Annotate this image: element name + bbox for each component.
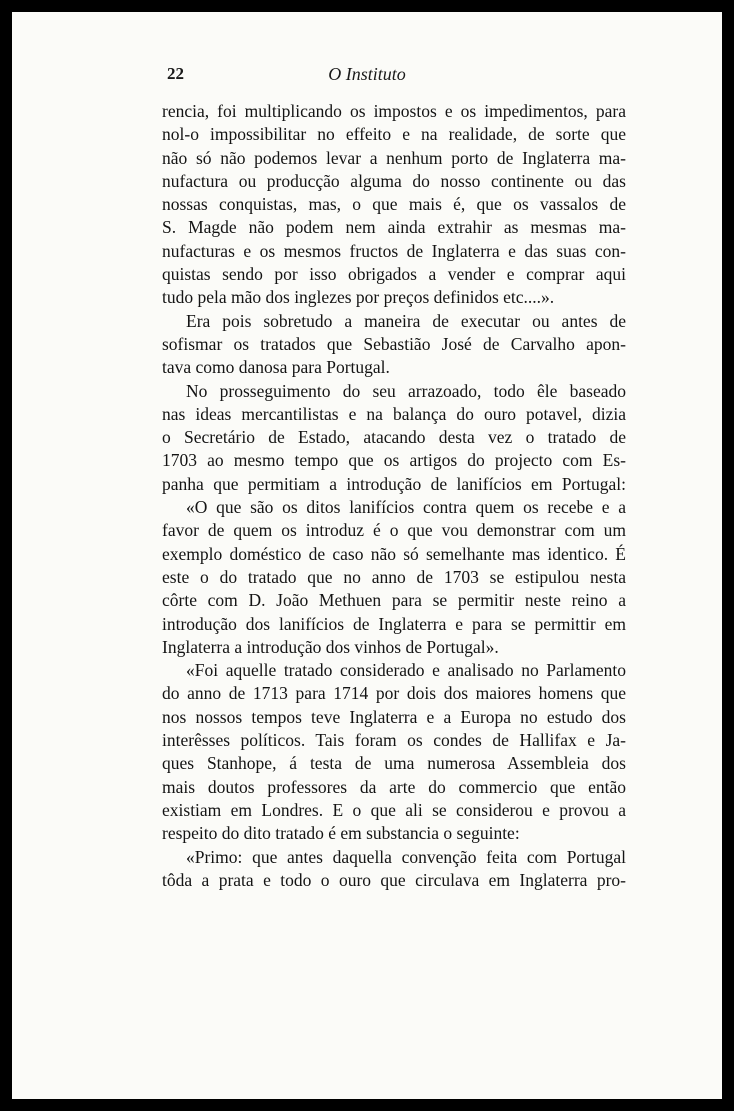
text-line: nufactura ou producção alguma do nosso continente ou das	[162, 170, 626, 191]
book-page	[12, 12, 722, 1099]
text-line: nossas conquistas, mas, o que mais é, que os vassalos de	[162, 194, 626, 215]
text-line: côrte com D. João Methuen para se permitir neste reino a	[162, 590, 626, 611]
running-title: O Instituto	[328, 64, 406, 84]
text-line: existiam em Londres. E o que ali se considerou e provou a	[162, 799, 626, 820]
text-line: tava como danosa para Portugal.	[162, 357, 390, 378]
text-line: «O que são os ditos lanifícios contra quem os recebe e a	[186, 497, 626, 518]
text-line: este o do tratado que no anno de 1703 se estipulou nesta	[162, 566, 626, 587]
text-line: tôda a prata e todo o ouro que circulava em Inglaterra pro-	[162, 869, 626, 890]
text-line: favor de quem os introduz é o que vou demonstrar com um	[162, 520, 626, 541]
text-line: No prosseguimento do seu arrazoado, todo êle baseado	[186, 380, 626, 401]
text-line: Inglaterra a introdução dos vinhos de Portugal».	[162, 636, 499, 657]
text-line: exemplo doméstico de caso não só semelhante mas identico. É	[162, 543, 626, 564]
text-line: nas ideas mercantilistas e na balança do ouro potavel, dizia	[162, 403, 626, 424]
text-line: interêsses políticos. Tais foram os condes de Hallifax e Ja-	[162, 730, 626, 751]
text-line: do anno de 1713 para 1714 por dois dos maiores homens que	[162, 683, 626, 704]
text-line: tudo pela mão dos inglezes por preços definidos etc....».	[162, 287, 555, 308]
text-line: mais doutos professores da arte do commercio que então	[162, 776, 626, 797]
page-header	[12, 64, 722, 88]
text-line: Era pois sobretudo a maneira de executar ou antes de	[186, 310, 626, 331]
text-line: introdução dos lanifícios de Inglaterra e para se permittir em	[162, 613, 626, 634]
text-line: S. Magde não podem nem ainda extrahir as mesmas ma-	[162, 217, 626, 238]
text-line: não só não podemos levar a nenhum porto de Inglaterra ma-	[162, 147, 626, 168]
body-text	[162, 100, 626, 892]
text-line: nufacturas e os mesmos fructos de Inglaterra e das suas con-	[162, 240, 626, 261]
text-line: «Foi aquelle tratado considerado e analisado no Parlamento	[186, 660, 626, 681]
text-line: nol-o impossibilitar no effeito e na realidade, de sorte que	[162, 124, 626, 145]
text-line: «Primo: que antes daquella convenção feita com Portugal	[186, 846, 626, 867]
text-line: ques Stanhope, á testa de uma numerosa Assembleia dos	[162, 753, 626, 774]
text-line: quistas sendo por isso obrigados a vender e comprar aqui	[162, 264, 626, 285]
text-line: nos nossos tempos teve Inglaterra e a Europa no estudo dos	[162, 706, 626, 727]
text-line: sofismar os tratados que Sebastião José de Carvalho apon-	[162, 333, 626, 354]
page-number: 22	[167, 64, 184, 83]
text-line: rencia, foi multiplicando os impostos e os impedimentos, para	[162, 101, 626, 121]
text-line: panha que permitiam a introdução de lanifícios em Portugal:	[162, 473, 626, 494]
text-line: respeito do dito tratado é em substancia o seguinte:	[162, 823, 520, 844]
text-line: o Secretário de Estado, atacando desta vez o tratado de	[162, 427, 626, 448]
text-line: 1703 ao mesmo tempo que os artigos do projecto com Es-	[162, 450, 626, 471]
